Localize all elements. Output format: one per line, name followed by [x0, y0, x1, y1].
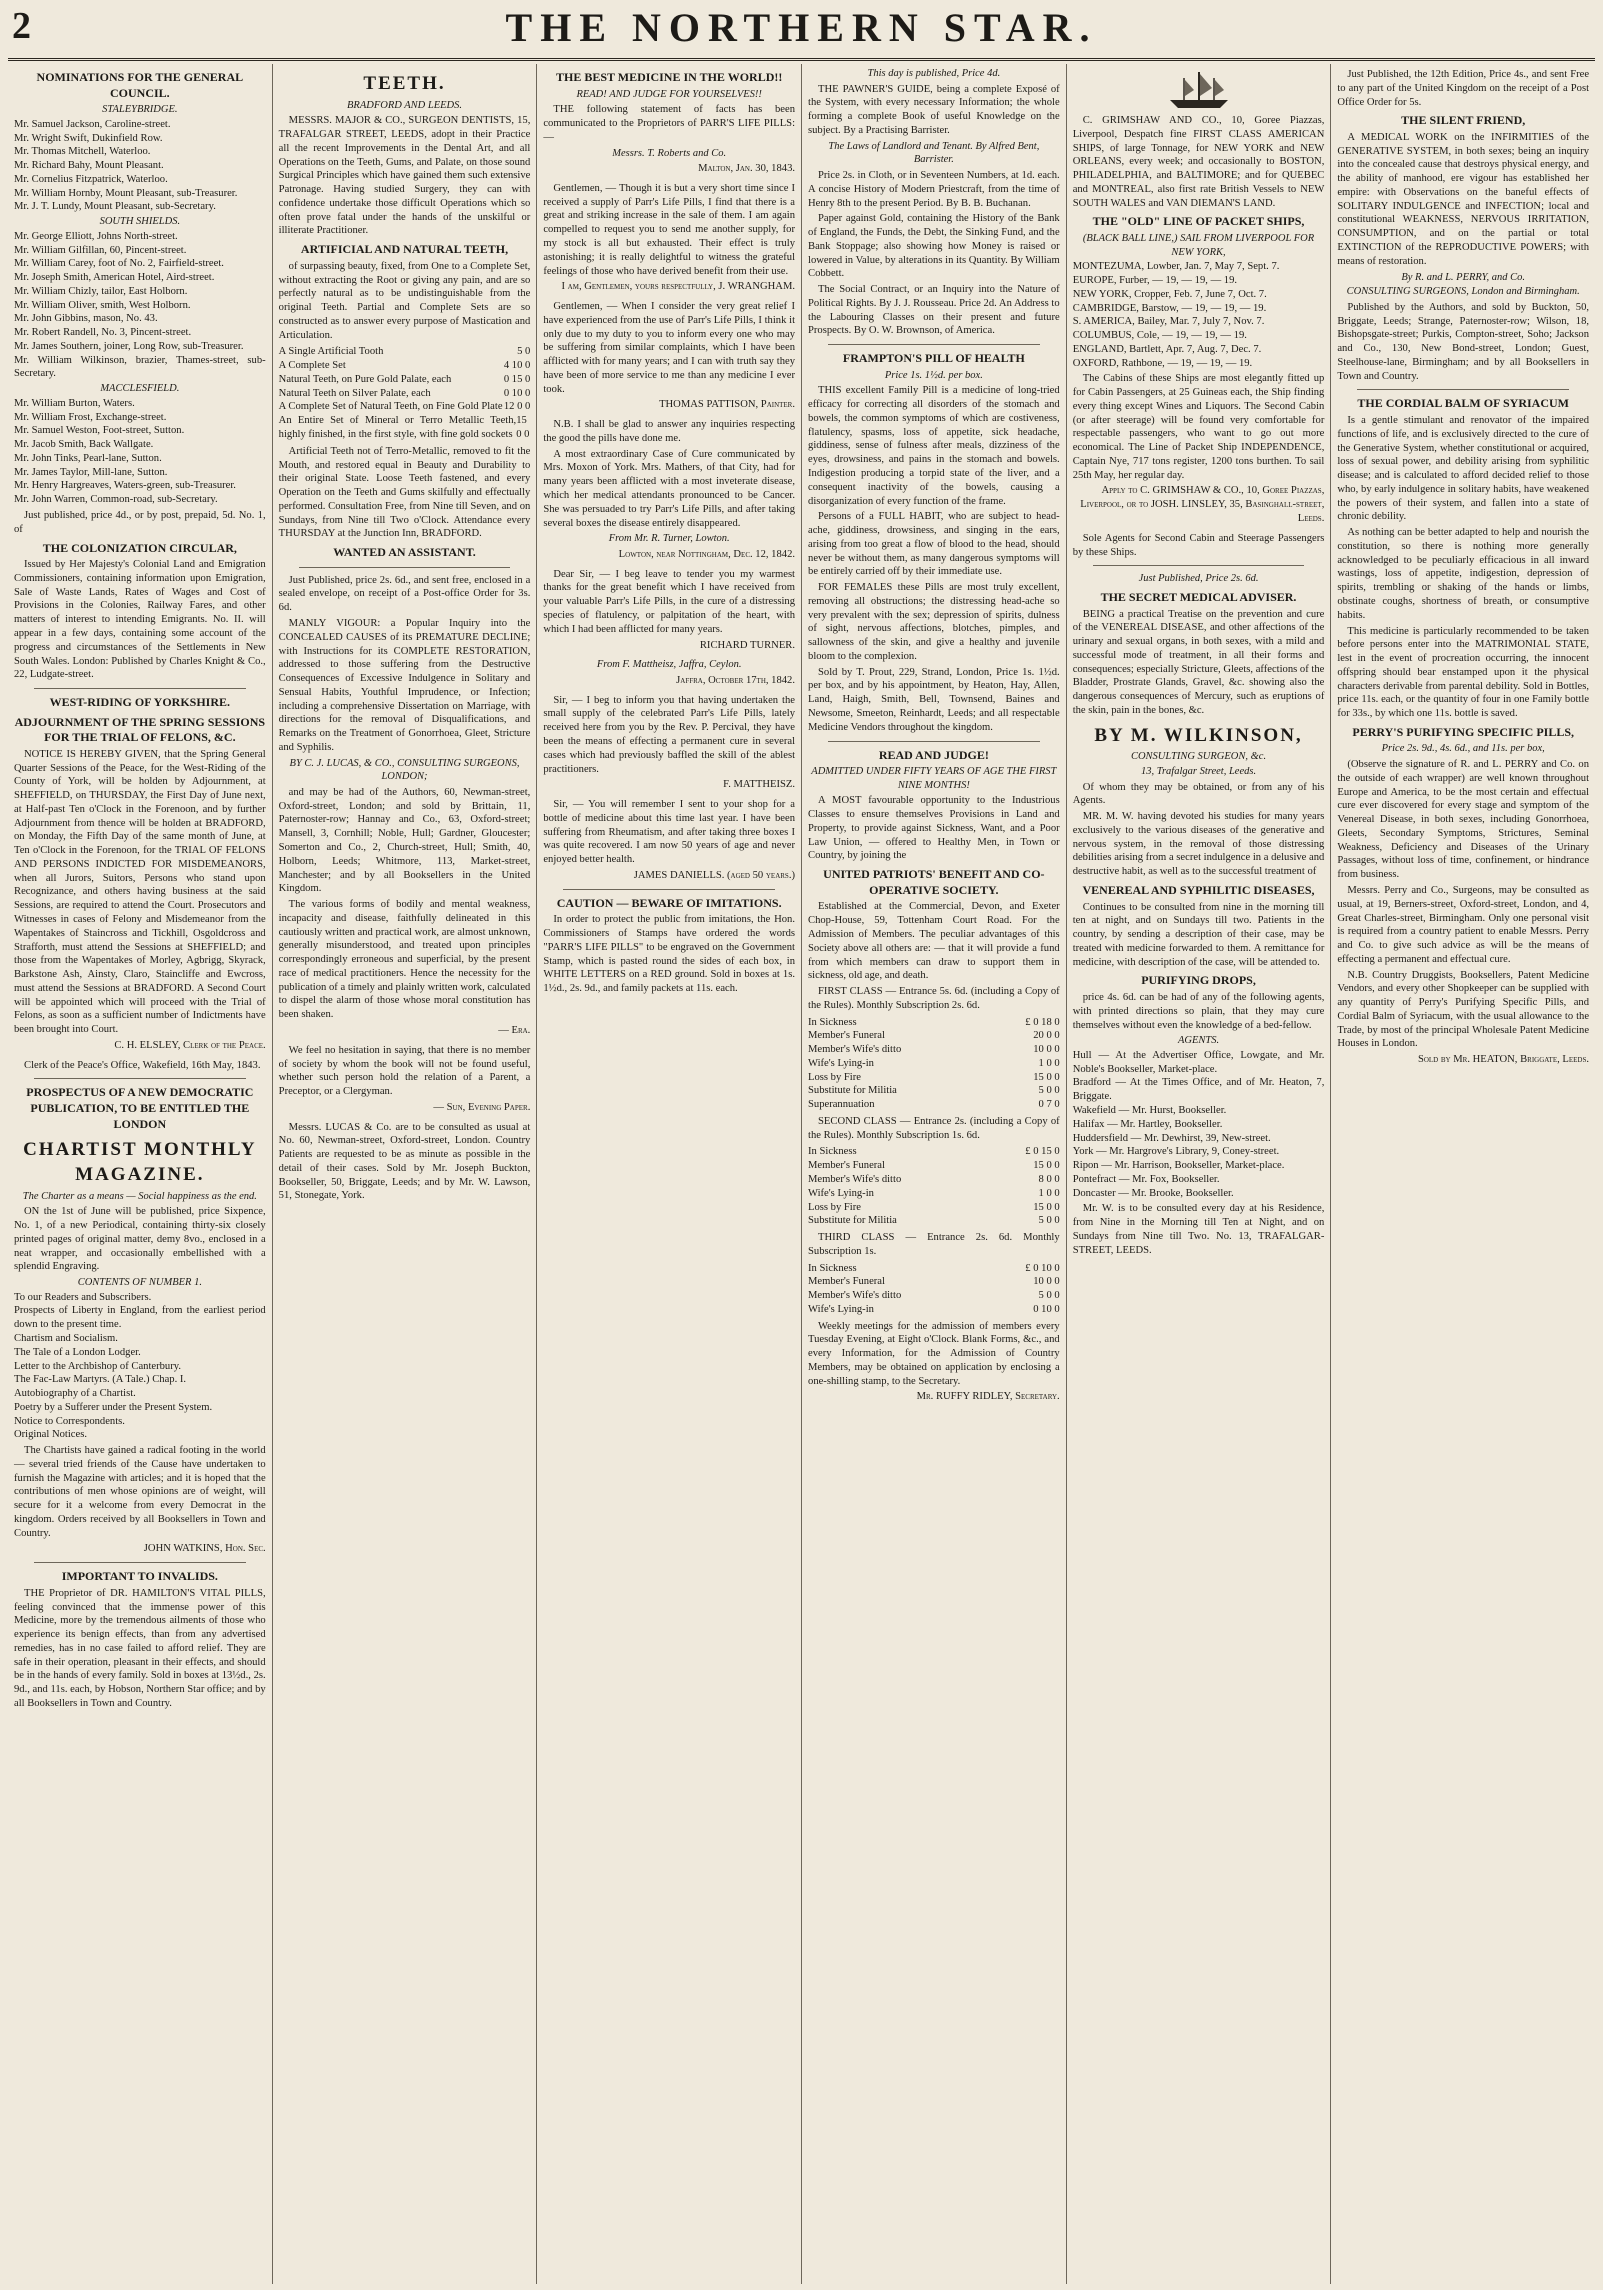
row-value: 5 0 [517, 346, 531, 358]
sold-by: Sold by Mr. HEATON, Briggate, Leeds. [1417, 1054, 1590, 1066]
pawner-note: This day is published, Price 4d. [867, 68, 1001, 79]
south-shields-title: SOUTH SHIELDS. [99, 216, 181, 228]
row-value: 0 15 0 [503, 373, 531, 385]
list-item: Mr. Wright Swift, Dukinfield Row. [14, 132, 163, 144]
row-value: 0 7 0 [1038, 1099, 1060, 1111]
row-value: 1 0 0 [1038, 1057, 1060, 1069]
list-item: Mr. William Wilkinson, brazier, Thames-street, sub-Secretary. [14, 354, 266, 380]
list-item: Mr. Joseph Smith, American Hotel, Aird-street. [14, 272, 215, 284]
consult-body: Messrs. LUCAS & Co. are to be consulted as usual at No. 60, Newman-street, Oxford-street, London. Country Patients are requested to be as minute as possible in the detail of their cases. Sold by Mr. Joseph Buckton, Bookseller, 50, Briggate, Leeds; and by Mr. W. Lawson, 51, Stonegate, York. [278, 1121, 531, 1202]
list-item: Mr. John Warren, Common-road, sub-Secretary. [14, 494, 218, 506]
row-value: 8 0 0 [1038, 1173, 1060, 1185]
list-item: Letter to the Archbishop of Canterbury. [14, 1360, 182, 1372]
table-row [808, 1201, 1060, 1215]
chartist-title: CHARTIST MONTHLY MAGAZINE. [23, 1139, 257, 1185]
agents-list [1073, 1049, 1325, 1200]
list-item: Mr. William Oliver, smith, West Holborn. [14, 299, 191, 311]
females-body: FOR FEMALES these Pills are most truly excellent, removing all obstructions; the distressing head-ache so very prevalent with the sex; depression of spirits, dulness of sight, nervous affections, blotches, pimples, and sallowness of the skin, and give a healthy and juvenile bloom to the complexion. [808, 582, 1060, 662]
colonization-body: Issued by Her Majesty's Colonial Land and Emigration Commissioners, containing information upon Emigration, Sale of Waste Lands, Rates of Wages and Cost of Provisions in the Colonies, Railway Fares, and other matters of interest to intending Emigrants. No. II. will appear in a few days, containing some account of the progress and circumstances of the Settlements in New South Wales. London: Published by Charles Knight & Co., 22, Ludgate-street. [14, 559, 266, 681]
table-row [279, 400, 531, 414]
letter1-body: Gentlemen, — Though it is but a very short time since I received a supply of Parr's Life Pills, I find that there is a great and striking increase in the sale of them. I am again compelled to request you to send me another supply, for my stock is all but exhausted. Their effect is truly astonishing; it is really delightful to witness the grateful feelings of those who have derived benefit from their use. [543, 182, 796, 277]
letter2-signature: THOMAS PATTISON, Painter. [659, 399, 796, 411]
frampton-body: THIS excellent Family Pill is a medicine of long-tried efficacy for correcting all disorders of the stomach and bowels, the common symptoms of which are costiveness, flatulency, spasms, loss of appetite, sick headache, giddiness, sense of fulness after meals, dizziness of the eyes, drowsiness, and pains in the stomach and bowels. Indigestion producing a torpid state of the liver, and a consequent inactivity of the bowels, causing a disorganization of every function of the frame. [808, 385, 1060, 507]
list-item: Mr. Samuel Jackson, Caroline-street. [14, 118, 171, 130]
table-row [808, 1275, 1060, 1289]
class2-title: SECOND CLASS — Entrance 2s. (including a Copy of the Rules). Monthly Subscription 1s. 6d. [808, 1115, 1060, 1141]
best-subtitle: READ! AND JUDGE FOR YOURSELVES!! [576, 88, 762, 100]
list-item: Original Notices. [14, 1429, 87, 1441]
list-item: Halifax — Mr. Hartley, Bookseller. [1072, 1118, 1223, 1130]
row-label: Loss by Fire [808, 1071, 861, 1083]
list-item: COLUMBUS, Cole, — 19, — 19, — 19. [1072, 330, 1247, 342]
purifying-title: PURIFYING DROPS, [1141, 973, 1256, 988]
best-body: THE following statement of facts has been communicated to the Proprietors of PARR'S LIFE PILLS: — [543, 104, 796, 143]
social-body: The Social Contract, or an Inquiry into the Nature of Political Rights. By J. J. Rousseau. Price 2d. An Address to the Labouring Classes on their present and future Prospects. By O. W. Brownson, of America. [808, 284, 1060, 337]
row-value: 15 0 0 [1033, 1160, 1060, 1172]
table-row [808, 1057, 1060, 1071]
secret-title: THE SECRET MEDICAL ADVISER. [1100, 589, 1297, 604]
contents-title: CONTENTS OF NUMBER 1. [77, 1277, 202, 1289]
column-5 [1067, 64, 1332, 2284]
row-value: 10 0 0 [1033, 1276, 1060, 1288]
list-item: Wakefield — Mr. Hurst, Bookseller. [1072, 1105, 1227, 1117]
list-item: Chartism and Socialism. [14, 1332, 118, 1344]
laws-title: The Laws of Landlord and Tenant. By Alfred Bent, Barrister. [828, 140, 1040, 166]
secret-body: BEING a practical Treatise on the prevention and cure of the VENEREAL DISEASE, and other affections of the urinary and sexual organs, in both sexes, with a mild and successful mode of treatment, in all their forms and consequences; especially Stricture, Gleets, affections of the Bladder, Prostrate Glands, Gravel, &c. showing also the dangerous consequences of Mercury, such as eruptions of the skin, pain in the bones, &c. [1072, 608, 1325, 716]
macclesfield-list [14, 397, 266, 507]
read-title: READ AND JUDGE! [878, 747, 989, 762]
row-label: Member's Wife's ditto [808, 1173, 902, 1185]
silent-body: A MEDICAL WORK on the INFIRMITIES of the GENERATIVE SYSTEM, in both sexes; being an inquiry into the concealed cause that destroys physical energy, and the ability of manhood, ere vigour has established her empire: with Observations on the baneful effects of SOLITARY INDULGENCE and INFECTION; local and constitutional WEAKNESS, NERVOUS IRRITATION, CONSUMPTION, and on the partial or total EXTINCTION of the REPRODUCTIVE POWERS; with means of restoration. [1337, 131, 1590, 267]
class3-table [808, 1262, 1060, 1317]
table-row [808, 1029, 1060, 1043]
list-item: Hull — At the Advertiser Office, Lowgate, and Mr. Noble's Bookseller, Market-place. [1072, 1049, 1325, 1075]
column-2 [273, 64, 538, 2284]
review-source: — Era. [498, 1024, 531, 1036]
letter5-body: Sir, — I beg to inform you that having undertaken the small supply of the celebrated Parr's Life Pills, lately received here from you by the Rev. P. Percival, they have been the means of effecting a permanent cure in several cases which had previously baffled the skill of the ablest practitioners. [543, 694, 796, 775]
balm-body: As nothing can be better adapted to help and nourish the constitution, so there is nothing more generally acknowledged to be peculiarly efficacious in all inward wastings, loss of appetite, indigestion, depression of spirits, trembling or shaking of the hands or limbs, obstinate coughs, shortness of breath, or consumptive habits. [1337, 527, 1590, 621]
row-label: Natural Teeth, on Pure Gold Palate, each [278, 373, 452, 385]
teeth-title: TEETH. [363, 73, 446, 94]
silent-by: By R. and L. PERRY, and Co. [1401, 271, 1526, 283]
sailing-ship-icon [1164, 68, 1234, 110]
row-value: 0 10 0 [1033, 1303, 1060, 1315]
letter1-to: Messrs. T. Roberts and Co. [612, 147, 727, 159]
row-value: 15 0 0 [1033, 1201, 1060, 1213]
list-item: Mr. J. T. Lundy, Mount Pleasant, sub-Secretary. [14, 201, 216, 213]
table-row [808, 1043, 1060, 1057]
list-item: Doncaster — Mr. Brooke, Bookseller. [1072, 1187, 1234, 1199]
letter6-body: Sir, — You will remember I sent to your shop for a bottle of medicine about this time last year. I have been suffering from Rheumatism, and after taking three boxes I was quite recovered. I am now 50 years of age and never enjoyed better health. [543, 799, 796, 866]
list-item: Mr. William Hornby, Mount Pleasant, sub-Treasurer. [14, 187, 238, 199]
letter5-place: Jaffra, October 17th, 1842. [676, 674, 796, 686]
row-value: £ 0 18 0 [1025, 1016, 1060, 1028]
table-row [279, 414, 531, 442]
table-row [279, 387, 531, 401]
table-row [808, 1084, 1060, 1098]
artificial-title: ARTIFICIAL AND NATURAL TEETH, [300, 242, 509, 257]
row-value: 5 0 0 [1038, 1215, 1060, 1227]
wilkinson-note: Of whom they may be obtained, or from any of his Agents. [1072, 781, 1325, 807]
artificial-body: of surpassing beauty, fixed, from One to a Complete Set, without extracting the Root or giving any pain, and are so perfectly natural as to be undistinguishable from the original Teeth. Partial and Complete Sets are so constructed as to answer every purpose of Mastication and Articulation. [278, 260, 531, 341]
separator [34, 1078, 246, 1079]
letter6-signature: JAMES DANIELLS. (aged 50 years.) [633, 869, 796, 881]
manly-note: Just Published, price 2s. 6d., and sent free, enclosed in a sealed envelope, on receipt of a Post-office Order for 3s. 6d. [278, 574, 531, 614]
separator [828, 741, 1040, 742]
separator [1357, 389, 1569, 390]
price-list [279, 345, 531, 441]
list-item: Mr. William Burton, Waters. [14, 397, 135, 409]
list-item: Mr. Samuel Weston, Foot-street, Sutton. [14, 425, 185, 437]
wilkinson-title: BY M. WILKINSON, [1094, 724, 1303, 746]
row-value: 15 0 0 [516, 415, 530, 440]
union-body: Established at the Commercial, Devon, and Exeter Chop-House, 59, Tottenham Court Road. For the Admission of Members. The peculiar advantages of this Society above all others are: — that it will provide a fund from which members can draw to support them in sickness, old age, and death. [808, 901, 1060, 982]
wilkinson-address: 13, Trafalgar Street, Leeds. [1140, 766, 1257, 777]
list-item: The Fac-Law Martyrs. (A Tale.) Chap. I. [14, 1374, 187, 1386]
table-row [279, 359, 531, 373]
review-body: The various forms of bodily and mental weakness, incapacity and disease, faithfully delineated in this cautiously written and practical work, are almost unknown, generally misunderstood, and treated upon principles correspondingly erroneous and superficial, by the present race of medical practitioners. Hence the necessity for the publication of a timely and plainly written work, calculated to dispel the alarm of those whose moral constitution has been shaken. [278, 899, 531, 1021]
row-label: Member's Funeral [808, 1276, 885, 1288]
syriacum-title: THE CORDIAL BALM OF SYRIACUM [1357, 396, 1569, 411]
row-label: Wife's Lying-in [808, 1187, 874, 1199]
row-label: Loss by Fire [808, 1201, 861, 1213]
row-value: 1 0 0 [1038, 1187, 1060, 1199]
chartist-signature: JOHN WATKINS, Hon. Sec. [143, 1543, 266, 1555]
class1-table [808, 1016, 1060, 1112]
list-item: Mr. William Gilfillan, 60, Pincent-street. [14, 244, 187, 256]
row-label: In Sickness [808, 1262, 857, 1274]
table-row [808, 1214, 1060, 1228]
caution-body: In order to protect the public from imitations, the Hon. Commissioners of Stamps have ordered the words "PARR'S LIFE PILLS" to be engraved on the Government Stamp, which is pasted round the sides of each box, in WHITE LETTERS on a RED ground. Sold in boxes at 1s. 1½d., 2s. 9d., and family packets at 11s. each. [543, 914, 796, 995]
table-row [808, 1173, 1060, 1187]
secret-note: Just Published, Price 2s. 6d. [1138, 573, 1259, 585]
wilkinson-footer: Mr. W. is to be consulted every day at his Residence, from Nine in the Morning till Ten at Night, and on Sundays from Nine till Two. No. 13, TRAFALGAR-STREET, LEEDS. [1072, 1203, 1325, 1256]
list-item: Mr. Henry Hargreaves, Waters-green, sub-Treasurer. [14, 480, 236, 492]
row-value: 4 10 0 [503, 360, 531, 372]
teeth-body: MESSRS. MAJOR & CO., SURGEON DENTISTS, 15, TRAFALGAR STREET, LEEDS, adopt in their Practice all the recent Improvements in the Dental Art, and all Operations on the Teeth, Gums, and Palate, on those sound Surgical Principles which have gained them such extensive Patronage. Having studied Surgery, they can with confidence undertake those difficult Operations which so often prove fatal under the hands of the unskilful or illiterate Practitioner. [278, 115, 531, 237]
list-item: Mr. Jacob Smith, Back Wallgate. [14, 439, 154, 451]
table-row [279, 373, 531, 387]
manly-body: MANLY VIGOUR: a Popular Inquiry into the CONCEALED CAUSES of its PREMATURE DECLINE; with Instructions for its COMPLETE RESTORATION, addressed to those suffering from the Destructive Consequences of Excessive Indulgence in Solitary and Sensual Habits, Youthful Imprudence, or Infection; including a comprehensive Dissertation on Marriage, with directions for the removal of Disqualifications, and Remarks on the Treatment of Gonorrhoea, Gleet, Stricture and Syphilis. [278, 618, 531, 753]
table-row [808, 1187, 1060, 1201]
row-label: Substitute for Militia [808, 1085, 897, 1097]
page-number: 2 [12, 5, 31, 47]
row-value: 20 0 0 [1033, 1030, 1060, 1042]
chartist-body-2: The Chartists have gained a radical footing in the world — several tried friends of the Cause have undertaken to furnish the Magazine with articles; and it is hoped that the contributions of men whose opinions are of weight, will secure for it a welcome from every Democrat in the kingdom. Orders received by all Booksellers in Town and Country. [14, 1445, 266, 1539]
staleybridge-list [14, 118, 266, 214]
syriacum-body: Is a gentle stimulant and renovator of the impaired functions of life, and is exclusively directed to the cure of the Generative System, whether constitutional or acquired, loss of sexual power, and debility arising from syphilitic disease; and is calculated to afford decided relief to those who, by early indulgence in solitary habits, have weakened the powers of their system, and fallen into a state of chronic debility. [1337, 415, 1590, 523]
authors-line: BY C. J. LUCAS, & CO., CONSULTING SURGEONS, LONDON; [289, 757, 520, 783]
teeth-body-2: Artificial Teeth not of Terro-Metallic, removed to fit the Mouth, and restored equal in Beauty and Durability to their original State. Loose Teeth fastened, and every Operation on the Teeth and Gums skilfully and effectually performed. Consultation Free, from Nine till Seven, and on Sundays, from Nine till Two o'Clock. Attendance every THURSDAY at the Junction Inn, BRADFORD. [278, 445, 531, 540]
manly-body-2: and may be had of the Authors, 60, Newman-street, Oxford-street, London; and sold by Brittain, 11, Paternoster-row; Hannay and Co., 63, Oxford-street; Mansell, 3, Cornhill; Noble, Hull; Gardner, Gloucester; Somerton and Co., 2, Church-street, Hull; Smith, 40, Holborn, Leeds; Whitmore, 113, Market-street, Manchester; and by all Booksellers in the United Kingdom. [278, 786, 531, 895]
list-item: Pontefract — Mr. Fox, Bookseller. [1072, 1173, 1220, 1185]
venereal-title: VENEREAL AND SYPHILITIC DISEASES, [1082, 883, 1315, 897]
ships-body: The Cabins of these Ships are most elegantly fitted up for Cabin Passengers, at 25 Guineas each, the Ship finding every thing except Wines and Liquors. The Second Cabin (or after steerage) will be found very comfortable for respectable passengers, who want to go out more economical. The Line of Packet Ship INDEPENDENCE, Captain Nye, 717 tons register, 1200 tons burthen. To sail 25th May, her regular day. [1072, 373, 1325, 481]
letter4-place: Lowton, near Nottingham, Dec. 12, 1842. [618, 548, 796, 560]
separator [299, 567, 511, 568]
list-item: Mr. James Taylor, Mill-lane, Sutton. [14, 466, 168, 478]
row-label: A Complete Set [278, 360, 346, 372]
separator [828, 344, 1040, 345]
list-item: Mr. Cornelius Fitzpatrick, Waterloo. [14, 173, 168, 185]
habit-body: Persons of a FULL HABIT, who are subject to head-ache, giddiness, drowsiness, and singing in the ears, arising from too great a flow of blood to the head, should never be without them, as many dangerous symptoms will be entirely carried off by their immediate use. [808, 511, 1060, 578]
class2-table [808, 1145, 1060, 1228]
letter3-body: A most extraordinary Case of Cure communicated by Mrs. Moxon of York. Mrs. Mathers, of that City, had for many years been afflicted with a most inveterate disease, which her medical attendants pronounced to be Cancer. She was persuaded to try Parr's Life Pills, and after taking several boxes the disease entirely disappeared. [543, 448, 796, 529]
teeth-subtitle: BRADFORD AND LEEDS. [347, 99, 463, 111]
perry-nb: N.B. Country Druggists, Booksellers, Patent Medicine Vendors, and every other Shopkeeper can be supplied with any quantity of Perry's Purifying Specific Pills, and Cordial Balm of Syriacum, with the usual allowance to the Trade, by most of the principal Wholesale Patent Medicine Houses in London. [1337, 969, 1590, 1050]
silent-title: THE SILENT FRIEND, [1401, 113, 1526, 128]
row-label: Member's Wife's ditto [808, 1044, 902, 1056]
union-title: UNITED PATRIOTS' BENEFIT AND CO-OPERATIVE SOCIETY. [823, 867, 1045, 897]
table-row [808, 1145, 1060, 1159]
row-label: A Single Artificial Tooth [278, 346, 384, 358]
list-item: Mr. George Elliott, Johns North-street. [14, 230, 178, 242]
row-label: In Sickness [808, 1016, 857, 1028]
letter1-place: Malton, Jan. 30, 1843. [698, 163, 796, 175]
table-row [279, 345, 531, 359]
list-item: Mr. John Gibbins, mason, No. 43. [14, 313, 158, 325]
list-item: Ripon — Mr. Harrison, Bookseller, Market-place. [1072, 1160, 1285, 1172]
nominations-title: NOMINATIONS FOR THE GENERAL COUNCIL. [36, 70, 244, 100]
westriding-title: WEST-RIDING OF YORKSHIRE. [49, 695, 231, 710]
row-label: Natural Teeth on Silver Palate, each [278, 387, 431, 399]
list-item: Bradford — At the Times Office, and of Mr. Heaton, 7, Briggate. [1072, 1077, 1325, 1103]
laws-body: Price 2s. in Cloth, or in Seventeen Numbers, at 1d. each. A concise History of Modern Priestcraft, from the time of Henry 8th to the present Period. By B. B. Buchanan. [808, 169, 1060, 209]
row-value: 0 10 0 [503, 387, 531, 399]
purifying-body: price 4s. 6d. can be had of any of the following agents, with printed directions so plain, that they may cure themselves without even the knowledge of a bed-fellow. [1072, 992, 1325, 1031]
row-value: 5 0 0 [1038, 1085, 1060, 1097]
contents-list [14, 1291, 266, 1442]
list-item: Mr. James Southern, joiner, Long Row, sub-Treasurer. [14, 340, 244, 352]
separator [1093, 565, 1305, 566]
table-row [808, 1071, 1060, 1085]
line-subtitle: (BLACK BALL LINE,) SAIL FROM LIVERPOOL FOR NEW YORK, [1082, 232, 1315, 258]
south-shields-list [14, 230, 266, 381]
letter4-signature: RICHARD TURNER. [699, 639, 796, 651]
row-label: Substitute for Militia [808, 1215, 897, 1227]
list-item: Mr. William Carey, foot of No. 2, Fairfield-street. [14, 258, 224, 270]
column-1 [8, 64, 273, 2284]
list-item: Notice to Correspondents. [14, 1415, 125, 1427]
list-item: York — Mr. Hargrove's Library, 9, Coney-street. [1072, 1146, 1280, 1158]
row-value: 10 0 0 [1033, 1044, 1060, 1056]
frampton-price: Price 1s. 1½d. per box. [884, 369, 983, 381]
staleybridge-title: STALEYBRIDGE. [102, 104, 178, 116]
review-source-2: — Sun, Evening Paper. [433, 1101, 531, 1113]
pawner-body: THE PAWNER'S GUIDE, being a complete Exposé of the System, with every necessary Information; the whole forming a complete Book of useful Knowledge on the subject. By a Practising Barrister. [808, 83, 1060, 136]
separator [34, 688, 246, 689]
list-item: EUROPE, Furber, — 19, — 19, — 19. [1072, 275, 1238, 286]
columns [8, 64, 1595, 2284]
list-item: Mr. John Tinks, Pearl-lane, Sutton. [14, 452, 162, 464]
list-item: Mr. William Frost, Exchange-street. [14, 411, 167, 423]
list-item: The Tale of a London Lodger. [14, 1346, 141, 1358]
table-row [808, 1262, 1060, 1276]
row-label: Member's Funeral [808, 1030, 885, 1042]
letter1-signature: I am, Gentlemen, yours respectfully, J. WRANGHAM. [561, 281, 796, 293]
letter5-from: From F. Mattheisz, Jaffra, Ceylon. [596, 659, 742, 671]
class1-title: FIRST CLASS — Entrance 5s. 6d. (including a Copy of the Rules). Monthly Subscription 2s. 6d. [808, 986, 1060, 1011]
row-value: £ 0 10 0 [1025, 1262, 1060, 1274]
list-item: Mr. Richard Bahy, Mount Pleasant. [14, 160, 164, 172]
letter2-body: Gentlemen, — When I consider the very great relief I have experienced from the use of Parr's Life Pills, I think it only due to my duty to you to inform every one who may be suffering from similar complaints, which I have been afflicted with for many years; and I can with truth say they have been of more service to me than any medicine I ever took. [543, 301, 796, 395]
prospectus-title: PROSPECTUS OF A NEW DEMOCRATIC PUBLICATION, TO BE ENTITLED THE LONDON [26, 1085, 254, 1131]
row-value: 15 0 0 [1033, 1071, 1060, 1083]
list-item: Prospects of Liberty in England, from the earliest period down to the present time. [14, 1305, 266, 1331]
sold-body: Sold by T. Prout, 229, Strand, London, Price 1s. 1½d. per box, and by his appointment, by Heaton, Hay, Allen, Land, Haigh, Smith, Bell, Townsend, Baines and Newsome, Smeeton, Reinhardt, Leeds; and all respectable Medicine Vendors throughout the kingdom. [808, 666, 1060, 733]
chartist-body: ON the 1st of June will be published, price Sixpence, No. 1, of a new Periodical, containing thirty-six closely printed pages of original matter, demy 8vo., enclosed in a neat wrapper, and occasionally embellished with a splendid Engraving. [14, 1206, 266, 1273]
row-value: 12 0 0 [503, 401, 531, 413]
sessions-signature: C. H. ELSLEY, Clerk of the Peace. [114, 1039, 266, 1051]
row-label: Wife's Lying-in [808, 1303, 874, 1315]
row-value: 5 0 0 [1038, 1290, 1060, 1302]
row-label: A Complete Set of Natural Teeth, on Fine Gold Plate [278, 401, 503, 413]
row-value: £ 0 15 0 [1025, 1146, 1060, 1158]
row-label: Member's Funeral [808, 1160, 885, 1172]
table-row [808, 1016, 1060, 1030]
invalids-title: IMPORTANT TO INVALIDS. [61, 1569, 218, 1584]
silent-by-2: CONSULTING SURGEONS, London and Birmingham. [1346, 286, 1580, 298]
silent-body-2: Published by the Authors, and sold by Buckton, 50, Briggate, Leeds; Strange, Paternoster-row; Wilson, 18, Bishopsgate-street; Purkis, Compton-street, Soho; Jackson and Co., 130, New Bond-street, London; Guest, Steelhouse-lane, Birmingham; and by all Booksellers in Town and Country. [1337, 301, 1590, 382]
separator [563, 889, 775, 890]
line-title: THE "OLD" LINE OF PACKET SHIPS, [1092, 214, 1305, 229]
row-label: Member's Wife's ditto [808, 1290, 902, 1302]
caution-title: CAUTION — BEWARE OF IMITATIONS. [556, 895, 782, 910]
grimshaw-body: C. GRIMSHAW AND CO., 10, Goree Piazzas, Liverpool, Despatch fine FIRST CLASS AMERICAN SHIPS, of large Tonnage, for NEW YORK and NEW ORLEANS, every week; and occasionally to BOSTON, PHILADELPHIA, and BALTIMORE; and for QUEBEC and MONTREAL, also first rate British Vessels to NEW SOUTH WALES and VAN DIEMAN'S LAND. [1072, 115, 1325, 209]
publication-note: Just published, price 4d., or by post, prepaid, 5d. No. 1, of [14, 510, 266, 535]
paper-body: Paper against Gold, containing the History of the Bank of England, the Funds, the Debt, the Sinking Fund, and the Bank Stoppage; also showing how Money is raised or lowered in Value, by alterations in its Quantity. By William Cobbett. [808, 213, 1060, 280]
row-label: In Sickness [808, 1146, 857, 1158]
letter5-signature: F. MATTHEISZ. [723, 779, 796, 791]
list-item: Mr. William Chizly, tailor, East Holborn. [14, 285, 188, 297]
masthead: THE NORTHERN STAR. [505, 5, 1098, 50]
row-label: An Entire Set of Mineral or Terro Metallic Teeth, highly finished, in the first style, with fine gold sockets [278, 415, 517, 440]
letter4-body: Dear Sir, — I beg leave to tender you my warmest thanks for the great benefit which I have received from your valuable Parr's Life Pills, in the cure of a distressing species of flatulency, or palpitation of the heart, with which I had been afflicted for many years. [543, 568, 796, 635]
column-4 [802, 64, 1067, 2284]
purifying2-body: (Observe the signature of R. and L. PERRY and Co. on the outside of each wrapper) are well known throughout Europe and America, to be the most certain and effectual cure ever discovered for every stage and symptom of the Venereal Disease, in both sexes, including Gonorrhoea, Gleets, Secondary Symptoms, Strictures, Seminal Weakness, Deficiency and Diseases of the Urinary Passages, without loss of time, confinement, or hindrance from business. [1337, 759, 1590, 881]
best-title: THE BEST MEDICINE IN THE WORLD!! [555, 70, 783, 84]
table-row [808, 1303, 1060, 1317]
sessions-signature-2: Clerk of the Peace's Office, Wakefield, 16th May, 1843. [24, 1059, 261, 1071]
purifying2-price: Price 2s. 9d., 4s. 6d., and 11s. per box, [1381, 743, 1545, 755]
sessions-title: ADJOURNMENT OF THE SPRING SESSIONS FOR THE TRIAL OF FELONS, &C. [14, 714, 266, 745]
row-label: Wife's Lying-in [808, 1057, 874, 1069]
row-label: Superannuation [808, 1099, 875, 1111]
list-item: Autobiography of a Chartist. [14, 1388, 136, 1400]
silent-note: Just Published, the 12th Edition, Price 4s., and sent Free to any part of the United Kingdom on the receipt of a Post Office Order for 5s. [1337, 69, 1590, 108]
list-item: Mr. Thomas Mitchell, Waterloo. [14, 146, 151, 158]
class3-title: THIRD CLASS — Entrance 2s. 6d. Monthly Subscription 1s. [808, 1232, 1060, 1257]
invalids-body: THE Proprietor of DR. HAMILTON'S VITAL PILLS, feeling convinced that the immense power of this Medicine, more by the tremendous ailments of those who experience its benign effects, than from any advertised remedies, has in no case failed to afford relief. They are safe in their operation, pleasant in their effects, and should be in the hands of every family. Sold in boxes at 13½d., 2s. 9d., and 11s. each, by Hobson, Northern Star office; and by all Booksellers in Town and Country. [14, 1587, 266, 1709]
separator [34, 1562, 246, 1563]
table-row [808, 1289, 1060, 1303]
weekly-signature: Mr. RUFFY RIDLEY, Secretary. [916, 1391, 1060, 1403]
sessions-body: NOTICE IS HEREBY GIVEN, that the Spring General Quarter Sessions of the Peace, for the West-Riding of the County of York, will be holden by Adjournment, at SHEFFIELD, on THURSDAY, the First Day of June next, at Half-past Ten o'Clock in the Forenoon, and by further Adjournment from thence will be holden at BRADFORD, on Monday, the Fifth Day of the same month of June, at Ten o'Clock in the Forenoon, for the TRIAL OF FELONS AND PERSONS INDICTED FOR MISDEMEANORS, when all Jurors, Suitors, Persons who stand upon Recognizance, and others having business at the said Sessions, are required to attend the Court. Prosecutors and Witnesses in cases of Felony and Misdemeanor from the Wapentakes of Staincross and Tickhill, Osgoldcross and Strafforth, must attend the Sessions at SHEFFIELD; and those from the Wapentakes of Morley, Agbrigg, Skyrack, Barkstone Ash, Ainsty, Claro, Staincliffe and Ewcross, must attend the Sessions at BRADFORD. A Second Court will be appointed which will proceed with the Trial of Felons, as soon as a sufficient number of Indictments have been brought into Court. [14, 748, 266, 1036]
table-row [808, 1159, 1060, 1173]
apply-signature: Apply to C. GRIMSHAW & CO., 10, Goree Piazzas, Liverpool, or to JOSH. LINSLEY, 35, Basinghall-street, Leeds. [1080, 485, 1325, 525]
frampton-title: FRAMPTON'S PILL OF HEALTH [842, 351, 1025, 366]
read-subtitle: ADMITTED UNDER FIFTY YEARS OF AGE THE FIRST NINE MONTHS! [811, 766, 1057, 791]
list-item: CAMBRIDGE, Barstow, — 19, — 19, — 19. [1072, 302, 1267, 314]
column-3 [537, 64, 802, 2284]
list-item: Mr. Robert Randell, No. 3, Pincent-street. [14, 327, 192, 339]
balm-body-2: This medicine is particularly recommended to be taken before persons enter into the MATRIMONIAL STATE, lest in the event of procreation occurring, the innocent offspring should bear enstamped upon it the physical characters derivable from parental debility. Sold in Bottles, price 11s. each, or the quantity of four in one Family bottle for 33s., by which one 11s. bottle is saved. [1337, 625, 1590, 720]
list-item: To our Readers and Subscribers. [14, 1291, 152, 1303]
list-item: Huddersfield — Mr. Dewhirst, 39, New-street. [1072, 1132, 1271, 1144]
nb-note: N.B. I shall be glad to answer any inquiries respecting the good the pills have done me. [543, 419, 796, 444]
wilkinson-subtitle: CONSULTING SURGEON, &c. [1130, 751, 1267, 763]
purifying2-title: PERRY'S PURIFYING SPECIFIC PILLS, [1352, 724, 1574, 739]
letter3-from: From Mr. R. Turner, Lowton. [608, 533, 730, 545]
list-item: S. AMERICA, Bailey, Mar. 7, July 7, Nov. 7. [1072, 316, 1265, 328]
macclesfield-title: MACCLESFIELD. [100, 383, 180, 395]
table-row [808, 1098, 1060, 1112]
list-item: Poetry by a Sufferer under the Present System. [14, 1401, 213, 1413]
ships-list [1073, 260, 1325, 370]
wanted-title: WANTED AN ASSISTANT. [333, 545, 476, 560]
list-item: NEW YORK, Cropper, Feb. 7, June 7, Oct. 7. [1072, 288, 1267, 300]
review-body-2: We feel no hesitation in saying, that there is no member of society by whom the book will not be found useful, whether such person hold the relation of a Parent, a Preceptor, or a Clergyman. [278, 1044, 531, 1098]
perry-consult: Messrs. Perry and Co., Surgeons, may be consulted as usual, at 19, Berners-street, Oxford-street, London, and 4, Great Charles-street, Birmingham. Only one personal visit is required from a country patient to enable Messrs. Perry and Co. to give such advice as will be the means of effecting a permanent and effectual cure. [1337, 884, 1590, 965]
column-6 [1331, 64, 1595, 2284]
colonization-title: THE COLONIZATION CIRCULAR, [42, 540, 237, 555]
read-body: A MOST favourable opportunity to the Industrious Classes to ensure themselves Provisions in Land and Property, to provide against Sickness, Want, and a Poor Law Union, — offered to Healthy Men, in Town or Country, by joining the [808, 795, 1060, 862]
list-item: ENGLAND, Bartlett, Apr. 7, Aug. 7, Dec. 7. [1072, 343, 1262, 355]
masthead-rule [8, 58, 1595, 61]
wilkinson-body: MR. M. W. having devoted his studies for many years exclusively to the various diseases of the generative and nervous system, in the removal of those distressing debilities arising from a secret indulgence in a delusive and destructive habit, as well as to the successful treatment of [1072, 811, 1325, 878]
venereal-body: Continues to be consulted from nine in the morning till ten at night, and on Sundays till two. Patients in the country, by sending a description of their case, may be treated with medicine forwarded to them. A remittance for medicine, with description of the case, will be attended to. [1072, 901, 1325, 968]
list-item: OXFORD, Rathbone, — 19, — 19, — 19. [1072, 357, 1253, 369]
chartist-motto: The Charter as a means — Social happiness as the end. [22, 1190, 257, 1202]
list-item: MONTEZUMA, Lowber, Jan. 7, May 7, Sept. 7. [1072, 261, 1280, 273]
agents-note: Sole Agents for Second Cabin and Steerage Passengers by these Ships. [1072, 532, 1325, 558]
weekly-body: Weekly meetings for the admission of members every Tuesday Evening, at Eight o'Clock. Blank Forms, &c., and every Information, for the Admission of Country Members, may be obtained on application by enclosing a one-shilling stamp, to the Secretary. [808, 1320, 1060, 1387]
agents-title: AGENTS. [1177, 1035, 1220, 1047]
